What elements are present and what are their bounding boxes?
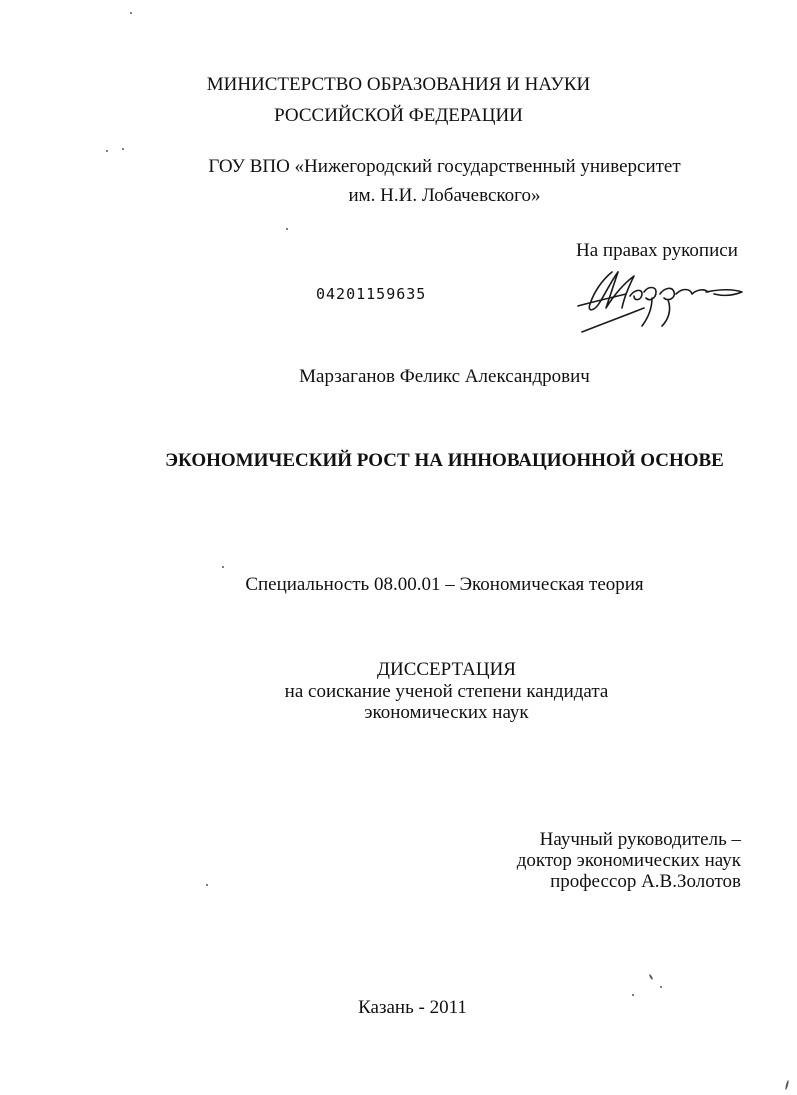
author-name: Марзаганов Феликс Александрович [299, 366, 590, 387]
author-signature [572, 262, 752, 336]
scan-speck [206, 884, 208, 886]
catalog-number: 04201159635 [316, 285, 427, 303]
ministry-line-2: РОССИЙСКОЙ ФЕДЕРАЦИИ [274, 105, 523, 126]
scan-speck [660, 986, 662, 988]
specialty: Специальность 08.00.01 – Экономическая теория [245, 574, 644, 595]
scan-speck [122, 148, 124, 150]
supervisor-degree: доктор экономических наук [516, 850, 741, 871]
supervisor-role: Научный руководитель – [539, 829, 741, 850]
scan-speck [632, 994, 634, 996]
dissertation-field-line: экономических наук [364, 702, 529, 723]
scan-speck [785, 1080, 790, 1090]
supervisor-name: профессор А.В.Золотов [550, 871, 741, 892]
ministry-line-1: МИНИСТЕРСТВО ОБРАЗОВАНИЯ И НАУКИ [206, 74, 591, 95]
university-line-2: им. Н.И. Лобачевского» [348, 185, 541, 206]
dissertation-heading: ДИССЕРТАЦИЯ [377, 659, 516, 680]
scan-speck [130, 12, 132, 14]
scan-speck [649, 974, 654, 980]
dissertation-degree-line: на соискание ученой степени кандидата [284, 681, 609, 702]
scan-speck [222, 566, 224, 568]
manuscript-rights-label: На правах рукописи [576, 240, 738, 261]
city-year: Казань - 2011 [358, 997, 467, 1018]
scan-speck [286, 228, 288, 230]
dissertation-title: ЭКОНОМИЧЕСКИЙ РОСТ НА ИННОВАЦИОННОЙ ОСНОВЕ [165, 450, 724, 471]
university-line-1: ГОУ ВПО «Нижегородский государственный университет [208, 156, 681, 177]
scan-speck [106, 150, 108, 152]
